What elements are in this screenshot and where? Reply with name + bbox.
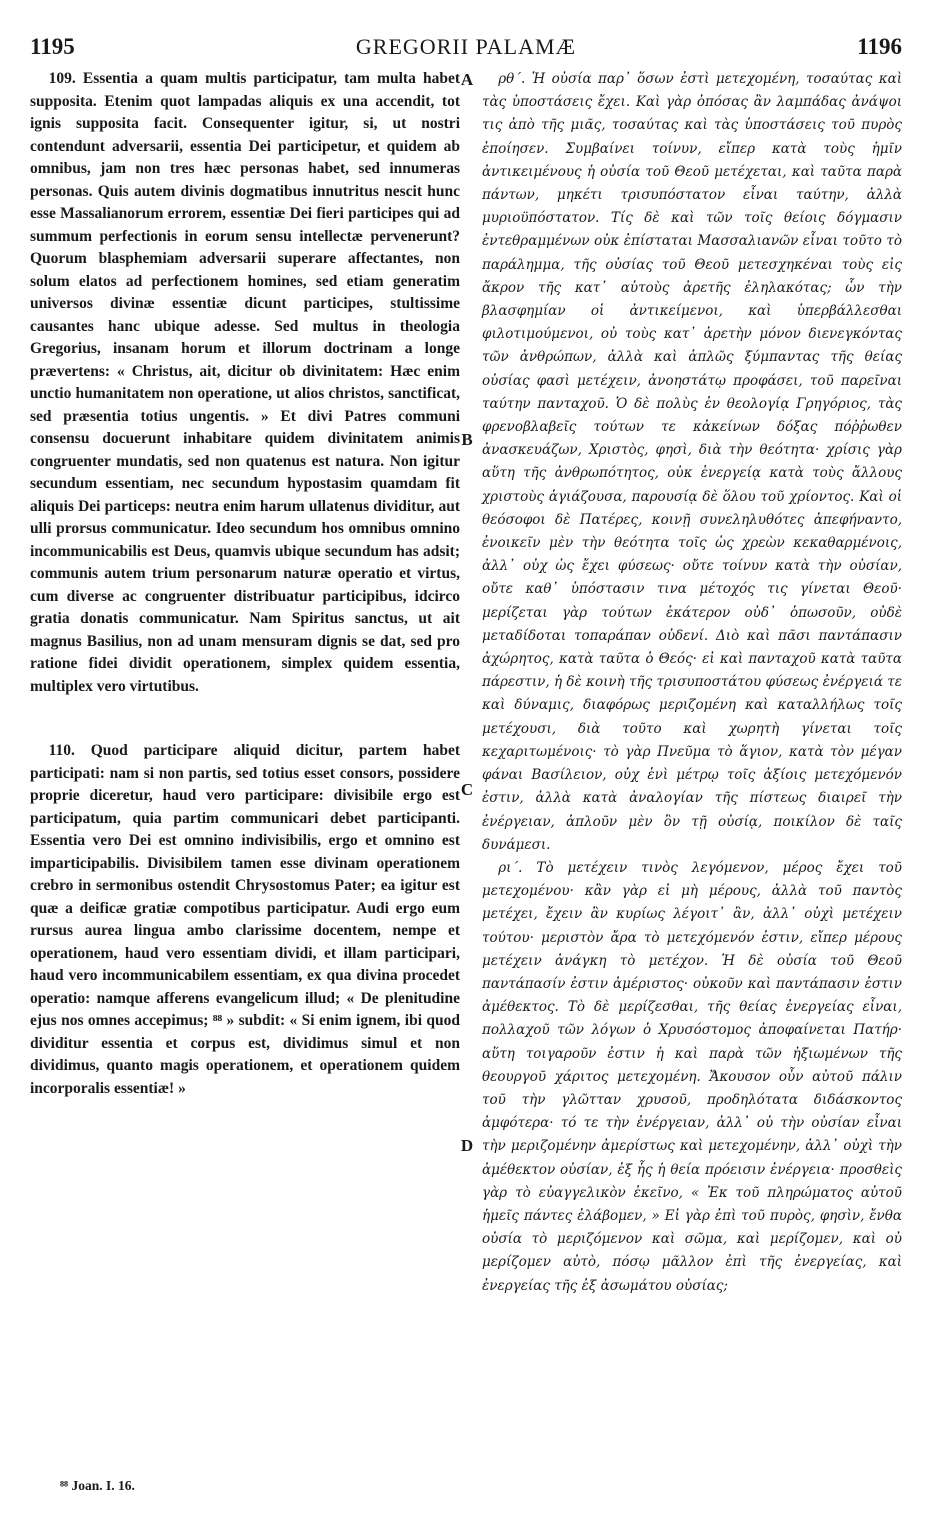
page-header xyxy=(30,34,902,64)
latin-column xyxy=(30,68,460,1100)
page-number-left: 1195 xyxy=(30,34,75,59)
footnote: ⁸⁸ Joan. I. 16. xyxy=(60,1478,135,1493)
margin-marker-a: A xyxy=(460,70,474,89)
latin-paragraph-110: 110. Quod participare aliquid dicitur, partem habet participati: nam si non partis, sed totius esset consors, possidere proprie diceretur, haud vero participare: divisibile ergo est participatum, quia partim communicari debet participanti. Essentia vero Dei est omnino indivisibilis, ergo et omnino est imparticipabilis. Divisibilem tamen esse divinam operationem crebro in sermonibus ostendit Chrysostomus Pater; ea igitur est quæ a deificæ gratiæ compotibus participatur. Audi ergo eum rursus aurea lingua ambo clarissime docentem, nempe et operationem, haud vero essentiam dividi, et illam participari, haud vero incommunicabilem essentiam, ex qua divina procedet operatio: namque afferens evangelicum illud; « De plenitudine ejus nos omnes accepimus; ⁸⁸ » subdit: « Si enim ignem, ibi quod dividitur essentia et corpus est, dividimus simul et non dividimus, quanto magis operationem, et operationem quidem incorporalis essentiæ! » xyxy=(30,742,460,1097)
page-number-right: 1196 xyxy=(857,34,902,59)
margin-marker-c: C xyxy=(460,780,474,799)
margin-marker-d: D xyxy=(460,1136,474,1155)
greek-paragraph-110: ρι΄. Τὸ μετέχειν τινὸς λεγόμενον, μέρος ἔχει τοῦ μετεχομένου· κἂν γὰρ εἰ μὴ μέρους, ἀλλὰ τοῦ παντὸς μετέχει, ἔχειν ἂν κυρίως λέγοιτ᾽ ἂν, ἀλλ᾽ οὐχὶ μετέχειν τούτου· μεριστὸν ἄρα τὸ μετεχόμενόν ἐστιν, εἴπερ μέρους μετέχειν ἀνάγκη τὸ μετέχον. Ἡ δὲ οὐσία τοῦ Θεοῦ παντάπασίν ἐστιν ἀμέριστος· οὐκοῦν καὶ παντάπασιν ἐστιν ἀμέθεκτος. Τὸ δὲ μερίζεσθαι, τῆς θείας ἐνεργείας εἶναι, πολλαχοῦ τῶν λόγων ὁ Χρυσόστομος ἀποφαίνεται Πατήρ· αὕτη τοιγαροῦν ἐστιν ἡ καὶ παρὰ τῶν ἠξιωμένων τῆς θεουργοῦ χάριτος μετεχομένη. Ἄκουσον οὖν αὐτοῦ πάλιν τοῦ τὴν γλῶτταν χρυσοῦ, προδηλότατα διδάσκοντος ἀμφότερα· τό τε τὴν ἐνέργειαν, ἀλλ᾽ οὐ τὴν οὐσίαν εἶναι τὴν μεριζομένην ἀμερίστως καὶ μετεχομένην, ἀλλ᾽ οὐχὶ τὴν ἀμέθεκτον οὐσίαν, ἐξ ἧς ἡ θεία πρόεισιν ἐνέργεια· προσθεὶς γὰρ τὸ εὐαγγελικὸν ἐκεῖνο, « Ἐκ τοῦ πληρώματος αὐτοῦ ἡμεῖς πάντες ἐλάβομεν, » Εἰ γὰρ ἐπὶ τοῦ πυρὸς, φησὶν, ἔνθα οὐσία τὸ μεριζόμενον καὶ σῶμα, καὶ μερίζομεν, καὶ οὐ μερίζομεν αὐτὸ, πόσῳ μᾶλλον ἐπὶ τῆς ἐνεργείας, καὶ ἐνεργείας τῆς ἐξ ἀσωμάτου οὐσίας; xyxy=(482,859,902,1294)
latin-paragraph-109: 109. Essentia a quam multis participatur, tam multa habet supposita. Etenim quot lampadas aliquis ex una accendit, tot ignis supposita facit. Consequenter igitur, si, ut nostri contendunt adversarii, essentia Dei participetur, et quidem ab omnibus, jam non tres hæc personas habet, sed innumeras personas. Quis autem divinis dogmatibus innutritus nescit hunc esse Massalianorum errorem, essentiæ Dei fieri participes qui ad summum perfectionis in eorum sensu intellectæ pervenerunt? Quorum blasphemiam adversarii superare affectantes, non solum elatos ad perfectionem homines, sed etiam generatim universos divinæ essentiæ dicunt participes, stultissime causantes hanc ubique adesse. Sed multus in theologia Gregorius, insanam horum et illorum doctrinam a longe prævertens: « Christus, ait, dicitur ob divinitatem: Hæc enim unctio humanitatem non operatione, ut alios christos, sanctificat, sed præsentia totius ungentis. » Et divi Patres communi consensu docuerunt inhabitare quidem divinitatem animis congruenter mundatis, sed non quatenus est natura. Non igitur secundum essentiam, nec secundum hypostasim quamdam fit aliquis Dei particeps: neutra enim harum ullatenus dividitur, aut ulli prorsus communicatur. Ideo secundum hos omnibus omnino incommunicabilis est Deus, quamvis ubique secundum has adsit; communis autem trium personarum naturæ operatio et virtus, cum diverse ac congruenter distribuatur participibus, idcirco gratia donatis communicatur. Nam Spiritus sanctus, ut ait magnus Basilius, non ad unam mensuram dignis se dat, sed pro ratione fidei dividit operationem, simplex quidem essentia, multiplex vero virtutibus. xyxy=(30,70,460,695)
paragraph-gap xyxy=(30,698,460,740)
margin-marker-b: B xyxy=(461,430,473,449)
running-title: GREGORII PALAMÆ xyxy=(355,34,577,59)
greek-paragraph-109: ρθ΄. Ἡ οὐσία παρ᾽ ὅσων ἐστὶ μετεχομένη, τοσαύτας καὶ τὰς ὑποστάσεις ἔχει. Καὶ γὰρ ὁπόσας ἂν λαμπάδας ἀνάψοι τις ἀπὸ τῆς μιᾶς, τοσαύτας καὶ τὰς ὑποστάσεις τοῦ πυρὸς ἐποίησεν. Συμβαίνει τοίνυν, εἴπερ κατὰ τοὺς ἡμῖν ἀντικειμένους ἡ οὐσία τοῦ Θεοῦ μετέχεται, καὶ ταῦτα παρὰ πάντων, μηκέτι τρισυπόστατον εἶναι ταύτην, ἀλλὰ μυριοϋπόστατον. Τίς δὲ καὶ τῶν τοῖς θείοις δόγμασιν ἐντεθραμμένων οὐκ ἐπίσταται Μασσαλιανῶν εἶναι τοῦτο τὸ παράλημμα, τῆς οὐσίας τοῦ Θεοῦ μετεσχηκέναι τοὺς εἰς ἄκρον τῆς κατ᾽ αὐτοὺς ἀρετῆς ἐληλακότας; ὧν τὴν βλασφημίαν οἱ ἀντικείμενοι, καὶ ὑπερβάλλεσθαι φιλοτιμούμενοι, οὐ τοὺς κατ᾽ ἀρετὴν μόνον διενεγκόντας τῶν ἀνθρώπων, ἀλλὰ καὶ ἁπλῶς ξύμπαντας τῆς θείας οὐσίας φασὶ μετέχειν, ἀνοηστάτῳ προφάσει, τοῦ παρεῖναι ταύτην πανταχοῦ. Ὁ δὲ πολὺς ἐν θεολογίᾳ Γρηγόριος, τὰς φρενοβλαβεῖς τούτων τε κἀκείνων δόξας πόῤῥωθεν ἀνασκευάζων, Χριστὸς, φησὶ, διὰ τὴν θεότητα· χρίσις γὰρ αὕτη τῆς ἀνθρωπότητος, οὐκ ἐνεργείᾳ κατὰ τοὺς ἄλλους χριστοὺς ἁγιάζουσα, παρουσίᾳ δὲ ὅλου τοῦ χρίοντος. Καὶ οἱ θεόσοφοι δὲ Πατέρες, κοινῇ συνεληλυθότες ἀπεφήναντο, ἐνοικεῖν μὲν τὴν θεότητα τοῖς ὡς χρεὼν κεκαθαρμένοις, ἀλλ᾽ οὐχ ὡς ἔχει φύσεως· οὔτε τοίνυν κατὰ τὴν οὐσίαν, οὔτε καθ᾽ ὑπόστασιν τινα μέτοχός τις γίνεται Θεοῦ· μερίζεται γὰρ τούτων ἑκάτερον οὐδ᾽ ὁπωσοῦν, οὐδὲ μεταδίδοται τοπαράπαν οὐδενί. Διὸ καὶ πᾶσι παντάπασιν ἀχώρητος, κατὰ ταῦτα ὁ Θεός· εἰ καὶ πανταχοῦ κατὰ ταῦτα πάρεστιν, ἡ δὲ κοινὴ τῆς τρισυποστάτου φύσεως ἐνέργειά τε καὶ δύναμις, διαφόρως μεριζομένη καὶ καταλλήλως τοῖς μετέχουσι, διὰ τοῦτο καὶ χωρητὴ γίνεται τοῖς κεχαριτωμένοις· τὸ γὰρ Πνεῦμα τὸ ἅγιον, κατὰ τὸν μέγαν φάναι Βασίλειον, οὐχ ἑνὶ μέτρῳ τοῖς ἀξίοις μετεχόμενόν ἐστιν, ἀλλὰ κατὰ ἀναλογίαν τῆς πίστεως διαιρεῖ τὴν ἐνέργειαν, ἁπλοῦν μὲν ὂν τῇ οὐσίᾳ, ποικίλον δὲ ταῖς δυνάμεσι. xyxy=(482,71,902,853)
greek-column xyxy=(482,68,902,1298)
